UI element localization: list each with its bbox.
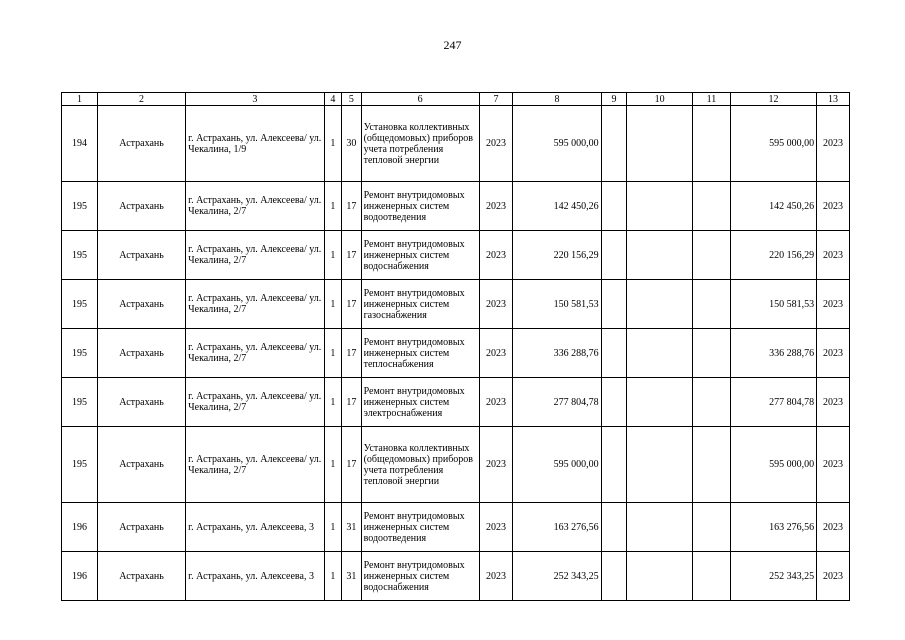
- total-cell: 220 156,29: [730, 231, 816, 280]
- col5-cell: 17: [342, 231, 361, 280]
- column-header: 1: [62, 93, 98, 106]
- address-cell: г. Астрахань, ул. Алексеева, 3: [186, 552, 325, 601]
- col11-cell: [692, 231, 730, 280]
- table-row: [62, 231, 850, 280]
- city-cell: Астрахань: [97, 552, 185, 601]
- table-row: [62, 106, 850, 182]
- work-type-cell: Ремонт внутридомовых инженерных систем водоснабжения: [361, 231, 479, 280]
- end-year-cell: 2023: [817, 552, 850, 601]
- address-cell: г. Астрахань, ул. Алексеева, 3: [186, 503, 325, 552]
- cost-cell: 150 581,53: [513, 280, 601, 329]
- cost-cell: 595 000,00: [513, 427, 601, 503]
- col11-cell: [692, 106, 730, 182]
- row-number: 196: [62, 552, 98, 601]
- work-type-cell: Ремонт внутридомовых инженерных систем водоснабжения: [361, 552, 479, 601]
- column-header: 12: [730, 93, 816, 106]
- col4-cell: 1: [324, 378, 341, 427]
- end-year-cell: 2023: [817, 231, 850, 280]
- cost-cell: 336 288,76: [513, 329, 601, 378]
- col10-cell: [627, 427, 693, 503]
- end-year-cell: 2023: [817, 182, 850, 231]
- column-header: 13: [817, 93, 850, 106]
- year-cell: 2023: [479, 329, 513, 378]
- column-header: 8: [513, 93, 601, 106]
- row-number: 195: [62, 378, 98, 427]
- col11-cell: [692, 280, 730, 329]
- column-header: 5: [342, 93, 361, 106]
- end-year-cell: 2023: [817, 503, 850, 552]
- total-cell: 595 000,00: [730, 106, 816, 182]
- page-number: 247: [443, 38, 462, 52]
- total-cell: 163 276,56: [730, 503, 816, 552]
- work-type-cell: Ремонт внутридомовых инженерных систем электроснабжения: [361, 378, 479, 427]
- row-number: 195: [62, 231, 98, 280]
- work-type-cell: Ремонт внутридомовых инженерных систем водоотведения: [361, 503, 479, 552]
- column-header: 2: [97, 93, 185, 106]
- year-cell: 2023: [479, 427, 513, 503]
- col10-cell: [627, 552, 693, 601]
- column-header: 9: [601, 93, 627, 106]
- column-header: 7: [479, 93, 513, 106]
- cost-cell: 595 000,00: [513, 106, 601, 182]
- work-type-cell: Установка коллективных (общедомовых) приборов учета потребления тепловой энергии: [361, 106, 479, 182]
- address-cell: г. Астрахань, ул. Алексеева/ ул. Чекалина, 2/7: [186, 231, 325, 280]
- cost-cell: 163 276,56: [513, 503, 601, 552]
- column-header: 6: [361, 93, 479, 106]
- year-cell: 2023: [479, 106, 513, 182]
- row-number: 195: [62, 427, 98, 503]
- col9-cell: [601, 280, 627, 329]
- col9-cell: [601, 503, 627, 552]
- row-number: 195: [62, 182, 98, 231]
- total-cell: 150 581,53: [730, 280, 816, 329]
- col11-cell: [692, 182, 730, 231]
- row-number: 195: [62, 329, 98, 378]
- col9-cell: [601, 106, 627, 182]
- table-body: [62, 106, 850, 601]
- row-number: 196: [62, 503, 98, 552]
- column-header: 3: [186, 93, 325, 106]
- column-header: 10: [627, 93, 693, 106]
- col5-cell: 17: [342, 378, 361, 427]
- col9-cell: [601, 231, 627, 280]
- col4-cell: 1: [324, 329, 341, 378]
- cost-cell: 277 804,78: [513, 378, 601, 427]
- total-cell: 336 288,76: [730, 329, 816, 378]
- row-number: 195: [62, 280, 98, 329]
- city-cell: Астрахань: [97, 329, 185, 378]
- col4-cell: 1: [324, 106, 341, 182]
- city-cell: Астрахань: [97, 182, 185, 231]
- city-cell: Астрахань: [97, 106, 185, 182]
- city-cell: Астрахань: [97, 503, 185, 552]
- col9-cell: [601, 182, 627, 231]
- year-cell: 2023: [479, 182, 513, 231]
- end-year-cell: 2023: [817, 106, 850, 182]
- city-cell: Астрахань: [97, 427, 185, 503]
- end-year-cell: 2023: [817, 378, 850, 427]
- program-table: [61, 92, 850, 601]
- row-number: 194: [62, 106, 98, 182]
- work-type-cell: Установка коллективных (общедомовых) приборов учета потребления тепловой энергии: [361, 427, 479, 503]
- year-cell: 2023: [479, 231, 513, 280]
- col10-cell: [627, 231, 693, 280]
- col5-cell: 17: [342, 329, 361, 378]
- col5-cell: 17: [342, 427, 361, 503]
- work-type-cell: Ремонт внутридомовых инженерных систем теплоснабжения: [361, 329, 479, 378]
- address-cell: г. Астрахань, ул. Алексеева/ ул. Чекалина, 2/7: [186, 378, 325, 427]
- col5-cell: 31: [342, 503, 361, 552]
- col9-cell: [601, 378, 627, 427]
- col4-cell: 1: [324, 231, 341, 280]
- column-header: 4: [324, 93, 341, 106]
- total-cell: 142 450,26: [730, 182, 816, 231]
- address-cell: г. Астрахань, ул. Алексеева/ ул. Чекалина, 2/7: [186, 182, 325, 231]
- col10-cell: [627, 182, 693, 231]
- column-header: 11: [692, 93, 730, 106]
- city-cell: Астрахань: [97, 231, 185, 280]
- table-row: [62, 378, 850, 427]
- table-row: [62, 552, 850, 601]
- year-cell: 2023: [479, 503, 513, 552]
- address-cell: г. Астрахань, ул. Алексеева/ ул. Чекалина, 2/7: [186, 280, 325, 329]
- col4-cell: 1: [324, 280, 341, 329]
- col5-cell: 17: [342, 182, 361, 231]
- total-cell: 595 000,00: [730, 427, 816, 503]
- end-year-cell: 2023: [817, 427, 850, 503]
- cost-cell: 220 156,29: [513, 231, 601, 280]
- address-cell: г. Астрахань, ул. Алексеева/ ул. Чекалина, 2/7: [186, 427, 325, 503]
- header-row: [62, 93, 850, 106]
- table-row: [62, 280, 850, 329]
- col5-cell: 30: [342, 106, 361, 182]
- col4-cell: 1: [324, 503, 341, 552]
- address-cell: г. Астрахань, ул. Алексеева/ ул. Чекалина, 2/7: [186, 329, 325, 378]
- city-cell: Астрахань: [97, 280, 185, 329]
- address-cell: г. Астрахань, ул. Алексеева/ ул. Чекалина, 1/9: [186, 106, 325, 182]
- col10-cell: [627, 329, 693, 378]
- year-cell: 2023: [479, 280, 513, 329]
- col10-cell: [627, 378, 693, 427]
- col10-cell: [627, 106, 693, 182]
- table-row: [62, 427, 850, 503]
- col10-cell: [627, 280, 693, 329]
- col5-cell: 31: [342, 552, 361, 601]
- col9-cell: [601, 329, 627, 378]
- col4-cell: 1: [324, 552, 341, 601]
- col4-cell: 1: [324, 182, 341, 231]
- col11-cell: [692, 503, 730, 552]
- cost-cell: 142 450,26: [513, 182, 601, 231]
- work-type-cell: Ремонт внутридомовых инженерных систем газоснабжения: [361, 280, 479, 329]
- total-cell: 277 804,78: [730, 378, 816, 427]
- col11-cell: [692, 329, 730, 378]
- table-row: [62, 503, 850, 552]
- total-cell: 252 343,25: [730, 552, 816, 601]
- col10-cell: [627, 503, 693, 552]
- city-cell: Астрахань: [97, 378, 185, 427]
- work-type-cell: Ремонт внутридомовых инженерных систем водоотведения: [361, 182, 479, 231]
- end-year-cell: 2023: [817, 329, 850, 378]
- col4-cell: 1: [324, 427, 341, 503]
- col11-cell: [692, 552, 730, 601]
- col5-cell: 17: [342, 280, 361, 329]
- end-year-cell: 2023: [817, 280, 850, 329]
- col11-cell: [692, 427, 730, 503]
- cost-cell: 252 343,25: [513, 552, 601, 601]
- col9-cell: [601, 427, 627, 503]
- table-row: [62, 329, 850, 378]
- col9-cell: [601, 552, 627, 601]
- col11-cell: [692, 378, 730, 427]
- year-cell: 2023: [479, 552, 513, 601]
- year-cell: 2023: [479, 378, 513, 427]
- table-row: [62, 182, 850, 231]
